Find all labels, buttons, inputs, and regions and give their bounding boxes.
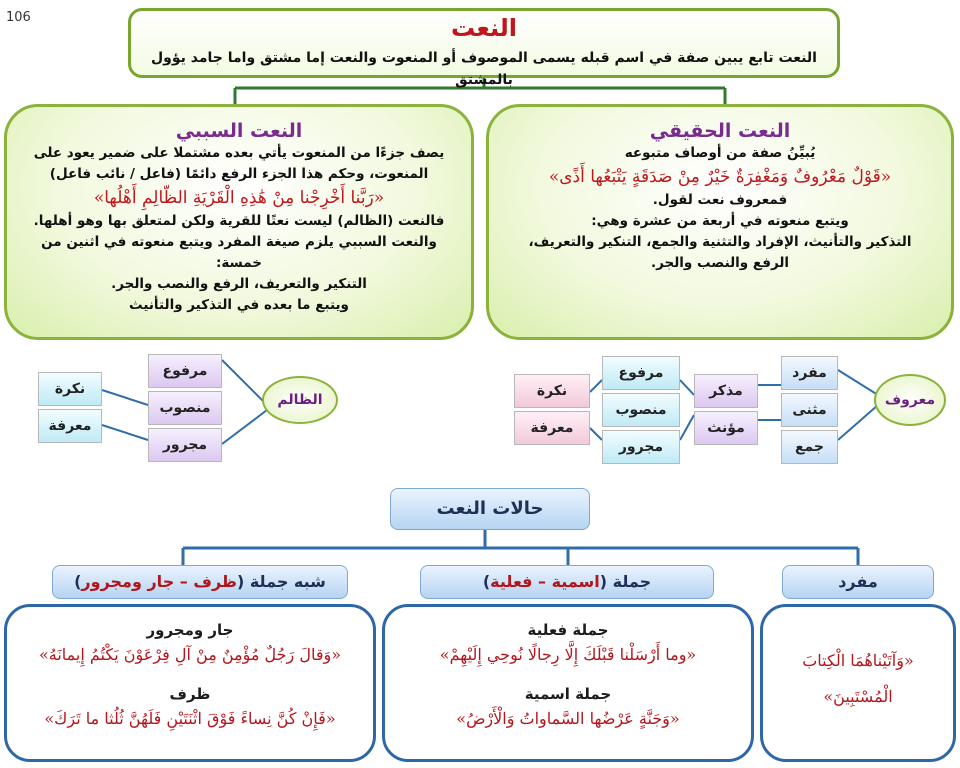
- state-jumla-example-box: [382, 604, 754, 762]
- shibh-zarf-quote: «فَإِنْ كُنَّ نِساءً فَوْقَ اثْنَتَيْنِ فَلَهُنَّ ثُلُثا ما تَرَكَ»: [44, 709, 336, 728]
- left-map-line: [222, 360, 267, 405]
- sababi-box: [4, 104, 474, 340]
- right-map-gender-cell: مؤنث: [694, 411, 758, 445]
- sababi-line: ويتبع ما بعده في التذكير والتأنيث: [129, 297, 349, 313]
- right-map-gender-cell: مذكر: [694, 374, 758, 408]
- state-mufrad-header: مفرد: [782, 565, 934, 599]
- title-box: [128, 8, 840, 88]
- states-title: حالات النعت: [390, 488, 590, 530]
- haqiqi-quote: «قَوْلٌ مَعْرُوفٌ وَمَغْفِرَةٌ خَيْرٌ مِنْ صَدَقَةٍ يَتْبَعُها أَذًى»: [548, 167, 892, 187]
- jumla-fi3liya-label: جملة فعلية: [527, 621, 609, 639]
- page-number: 106: [6, 10, 31, 25]
- haqiqi-line: التذكير والتأنيث، الإفراد والتثنية والجمع، التنكير والتعريف،: [528, 234, 912, 250]
- left-map-line: [102, 425, 148, 440]
- right-map-case-cell: مرفوع: [602, 356, 680, 390]
- right-map-line: [838, 405, 878, 440]
- right-map-word-oval: معروف: [874, 374, 946, 426]
- mufrad-quote: «وَآتَيْناهُمَا الْكِتابَ الْمُسْتَبِينَ»: [802, 651, 914, 706]
- haqiqi-line: فمعروف نعت لقول.: [652, 192, 788, 208]
- haqiqi-line: الرفع والنصب والجر.: [650, 255, 790, 271]
- right-map-line: [590, 380, 602, 392]
- sababi-quote: «رَبَّنا أَخْرِجْنا مِنْ هَٰذِهِ الْقَرْيَةِ الظّالِمِ أَهْلُها»: [93, 188, 385, 208]
- shibh-zarf-label: ظرف: [169, 685, 211, 703]
- left-map-word-oval: الظالم: [262, 376, 338, 424]
- sababi-line: فالنعت (الظالم) ليست نعتًا للقرية ولكن لمتعلق بها وهو أهلها.: [33, 213, 445, 229]
- right-map-number-cell: جمع: [781, 430, 838, 464]
- right-map-line: [590, 428, 602, 440]
- haqiqi-heading: النعت الحقيقي: [649, 120, 791, 142]
- jumla-ismiya-quote: «وَجَنَّةٍ عَرْضُها السَّماواتُ وَالْأَرْضُ»: [456, 709, 680, 728]
- state-mufrad-example-box: [760, 604, 956, 762]
- right-map-definiteness-cell: معرفة: [514, 411, 590, 445]
- left-map-definiteness-cell: نكرة: [38, 372, 102, 406]
- main-definition: النعت تابع يبين صفة في اسم قبله يسمى الموصوف أو المنعوت والنعت إما مشتق واما جامد يؤول بالمشتق: [151, 50, 817, 88]
- left-map-line: [222, 410, 267, 444]
- sababi-heading: النعت السببي: [175, 120, 303, 142]
- left-map-line: [102, 390, 148, 405]
- right-map-number-cell: مفرد: [781, 356, 838, 390]
- shibh-jar-label: جار ومجرور: [146, 621, 234, 639]
- left-map-case-cell: منصوب: [148, 391, 222, 425]
- sababi-line: المنعوت، وحكم هذا الجزء الرفع دائمًا (فاعل / نائب فاعل): [49, 166, 429, 182]
- jumla-fi3liya-quote: «وما أَرْسَلْنا قَبْلَكَ إِلَّا رِجالًا نُوحِي إِلَيْهِمْ»: [439, 645, 697, 664]
- sababi-line: والنعت السببي يلزم صيغة المفرد ويتبع منعوته في اثنين من خمسة:: [41, 234, 437, 271]
- haqiqi-box: [486, 104, 954, 340]
- main-title: النعت: [451, 14, 517, 42]
- right-map-case-cell: مجرور: [602, 430, 680, 464]
- right-map-case-cell: منصوب: [602, 393, 680, 427]
- shibh-jar-quote: «وَقالَ رَجُلٌ مُؤْمِنٌ مِنْ آلِ فِرْعَوْنَ يَكْتُمُ إِيمانَهُ»: [38, 645, 342, 664]
- state-shibh-example-box: [4, 604, 376, 762]
- sababi-line: يصف جزءًا من المنعوت يأتي بعده مشتملا على ضمير يعود على: [33, 145, 445, 161]
- haqiqi-line: ويتبع منعوته في أربعة من عشرة وهي:: [591, 213, 849, 229]
- left-map-case-cell: مجرور: [148, 428, 222, 462]
- jumla-ismiya-label: جملة اسمية: [524, 685, 612, 703]
- right-map-number-cell: مثنى: [781, 393, 838, 427]
- right-map-line: [680, 380, 694, 395]
- state-jumla-header: جملة (اسمية – فعلية): [420, 565, 714, 599]
- haqiqi-line: يُبيِّنُ صفة من أوصاف متبوعه: [624, 145, 816, 161]
- state-shibh-header: شبه جملة (ظرف – جار ومجرور): [52, 565, 348, 599]
- right-map-line: [680, 415, 694, 440]
- right-map-definiteness-cell: نكرة: [514, 374, 590, 408]
- left-map-definiteness-cell: معرفة: [38, 409, 102, 443]
- right-map-line: [838, 370, 878, 395]
- left-map-case-cell: مرفوع: [148, 354, 222, 388]
- sababi-line: التنكير والتعريف، الرفع والنصب والجر.: [111, 276, 367, 292]
